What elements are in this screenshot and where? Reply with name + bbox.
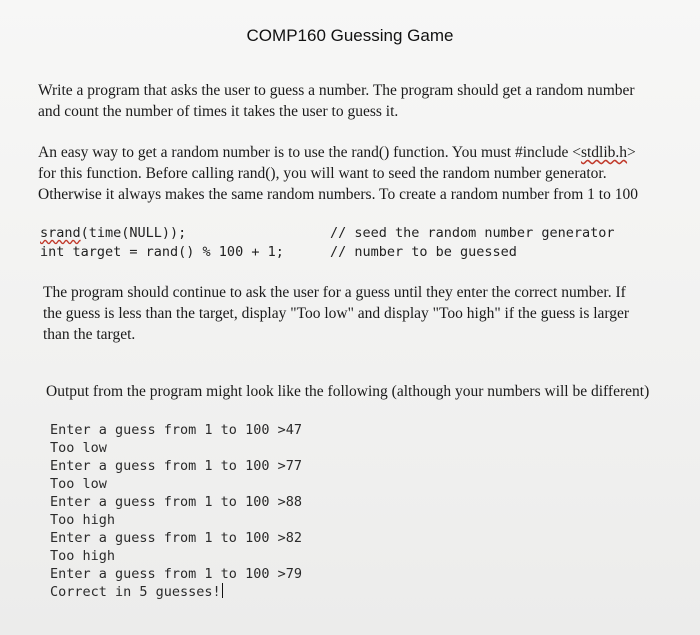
code-line-2: int target = rand() % 100 + 1; bbox=[40, 244, 284, 260]
page-title: COMP160 Guessing Game bbox=[246, 26, 454, 45]
output-final-text: Correct in 5 guesses! bbox=[50, 584, 221, 600]
code-comments bbox=[330, 224, 614, 262]
rand-line-2: for this function. Before calling rand(), you will want to seed the random number generator. bbox=[38, 165, 607, 182]
rand-line-1 bbox=[38, 142, 678, 163]
output-line: Enter a guess from 1 to 100 >47 bbox=[50, 422, 302, 438]
rand-line-1-text: An easy way to get a random number is to use the rand() function. You must #include < bbox=[38, 144, 581, 161]
stdlib-header-name: stdlib.h bbox=[580, 144, 628, 161]
output-line: Too high bbox=[50, 512, 116, 528]
code-comment-2: // number to be guessed bbox=[330, 244, 517, 260]
intro-line-2: and count the number of times it takes the user to guess it. bbox=[38, 103, 399, 120]
output-line: Too high bbox=[50, 548, 116, 564]
code-block bbox=[40, 224, 284, 262]
continue-line-1: The program should continue to ask the user for a guess until they enter the correct number. If bbox=[43, 284, 626, 301]
output-line: Too low bbox=[50, 440, 107, 456]
text-cursor bbox=[222, 583, 223, 598]
output-line: Enter a guess from 1 to 100 >82 bbox=[50, 530, 302, 546]
rand-paragraph bbox=[38, 142, 678, 205]
code-line-1 bbox=[40, 225, 186, 241]
output-line: Too low bbox=[50, 476, 107, 492]
output-line: Enter a guess from 1 to 100 >88 bbox=[50, 494, 302, 510]
rand-line-3: Otherwise it always makes the same random numbers. To create a random number from 1 to 100 bbox=[38, 186, 638, 203]
continue-line-3: than the target. bbox=[43, 326, 136, 343]
code-line-1-rest: (time(NULL)); bbox=[80, 225, 187, 241]
output-line: Enter a guess from 1 to 100 >77 bbox=[50, 458, 302, 474]
output-line-final bbox=[50, 584, 223, 600]
srand-function-name: srand bbox=[40, 225, 81, 241]
continue-line-2: the guess is less than the target, display "Too low" and display "Too high" if the guess is larger bbox=[43, 305, 630, 322]
output-line: Enter a guess from 1 to 100 >79 bbox=[50, 566, 302, 582]
code-comment-1: // seed the random number generator bbox=[330, 225, 615, 241]
intro-line-1: Write a program that asks the user to guess a number. The program should get a random number bbox=[38, 82, 635, 99]
sample-output-block bbox=[50, 421, 302, 601]
output-intro: Output from the program might look like the following (although your numbers will be different) bbox=[46, 383, 650, 400]
intro-paragraph bbox=[38, 80, 678, 122]
rand-line-1-close: > bbox=[627, 144, 636, 161]
continue-paragraph bbox=[43, 282, 673, 345]
